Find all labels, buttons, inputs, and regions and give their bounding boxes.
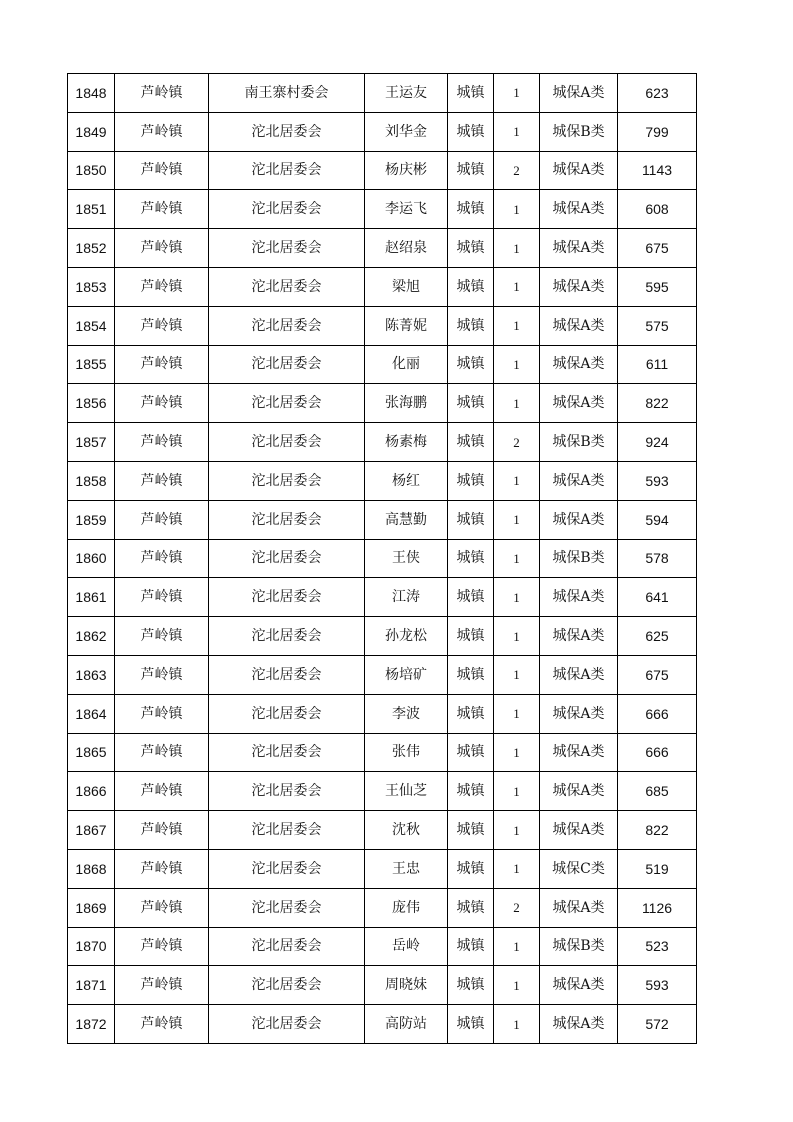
cell-area-type: 城镇	[448, 539, 494, 578]
cell-person-name: 张伟	[365, 733, 448, 772]
cell-insurance-category: 城保A类	[540, 694, 618, 733]
cell-town: 芦岭镇	[115, 966, 209, 1005]
cell-insurance-category: 城保A类	[540, 345, 618, 384]
cell-person-name: 高慧勤	[365, 500, 448, 539]
cell-area-type: 城镇	[448, 345, 494, 384]
cell-amount: 575	[618, 306, 697, 345]
cell-area-type: 城镇	[448, 229, 494, 268]
cell-area-type: 城镇	[448, 112, 494, 151]
cell-amount: 594	[618, 500, 697, 539]
cell-household-count: 2	[494, 151, 540, 190]
cell-serial-number: 1854	[68, 306, 115, 345]
cell-insurance-category: 城保B类	[540, 112, 618, 151]
cell-person-name: 赵绍泉	[365, 229, 448, 268]
table-row	[68, 267, 697, 306]
cell-insurance-category: 城保A类	[540, 229, 618, 268]
cell-area-type: 城镇	[448, 423, 494, 462]
cell-person-name: 杨红	[365, 461, 448, 500]
cell-serial-number: 1850	[68, 151, 115, 190]
table-row	[68, 74, 697, 113]
cell-serial-number: 1867	[68, 811, 115, 850]
cell-area-type: 城镇	[448, 733, 494, 772]
cell-insurance-category: 城保A类	[540, 811, 618, 850]
cell-amount: 675	[618, 655, 697, 694]
cell-amount: 593	[618, 461, 697, 500]
table-row	[68, 345, 697, 384]
cell-person-name: 李波	[365, 694, 448, 733]
table-row	[68, 927, 697, 966]
cell-amount: 1126	[618, 888, 697, 927]
cell-committee: 沱北居委会	[209, 267, 365, 306]
cell-person-name: 李运飞	[365, 190, 448, 229]
cell-serial-number: 1872	[68, 1005, 115, 1044]
cell-town: 芦岭镇	[115, 655, 209, 694]
cell-person-name: 陈菁妮	[365, 306, 448, 345]
cell-area-type: 城镇	[448, 811, 494, 850]
cell-insurance-category: 城保A类	[540, 384, 618, 423]
table-row	[68, 539, 697, 578]
cell-amount: 1143	[618, 151, 697, 190]
cell-household-count: 1	[494, 772, 540, 811]
cell-town: 芦岭镇	[115, 112, 209, 151]
cell-committee: 沱北居委会	[209, 1005, 365, 1044]
cell-serial-number: 1863	[68, 655, 115, 694]
cell-household-count: 1	[494, 461, 540, 500]
cell-committee: 沱北居委会	[209, 966, 365, 1005]
table-row	[68, 112, 697, 151]
cell-person-name: 张海鹏	[365, 384, 448, 423]
table-row	[68, 811, 697, 850]
cell-area-type: 城镇	[448, 500, 494, 539]
cell-amount: 625	[618, 617, 697, 656]
cell-serial-number: 1865	[68, 733, 115, 772]
cell-insurance-category: 城保C类	[540, 849, 618, 888]
cell-town: 芦岭镇	[115, 151, 209, 190]
table-row	[68, 306, 697, 345]
cell-town: 芦岭镇	[115, 306, 209, 345]
cell-area-type: 城镇	[448, 74, 494, 113]
cell-amount: 822	[618, 811, 697, 850]
cell-insurance-category: 城保A类	[540, 74, 618, 113]
cell-insurance-category: 城保A类	[540, 151, 618, 190]
cell-household-count: 1	[494, 811, 540, 850]
table-row	[68, 1005, 697, 1044]
cell-amount: 924	[618, 423, 697, 462]
cell-person-name: 王仙芝	[365, 772, 448, 811]
cell-serial-number: 1862	[68, 617, 115, 656]
cell-amount: 799	[618, 112, 697, 151]
cell-area-type: 城镇	[448, 927, 494, 966]
cell-serial-number: 1852	[68, 229, 115, 268]
cell-household-count: 1	[494, 694, 540, 733]
cell-person-name: 刘华金	[365, 112, 448, 151]
cell-person-name: 江涛	[365, 578, 448, 617]
cell-town: 芦岭镇	[115, 423, 209, 462]
cell-area-type: 城镇	[448, 151, 494, 190]
cell-household-count: 1	[494, 74, 540, 113]
cell-committee: 沱北居委会	[209, 617, 365, 656]
cell-insurance-category: 城保A类	[540, 306, 618, 345]
cell-household-count: 1	[494, 966, 540, 1005]
cell-area-type: 城镇	[448, 384, 494, 423]
cell-serial-number: 1858	[68, 461, 115, 500]
cell-town: 芦岭镇	[115, 267, 209, 306]
cell-committee: 沱北居委会	[209, 384, 365, 423]
cell-household-count: 1	[494, 112, 540, 151]
cell-household-count: 1	[494, 190, 540, 229]
cell-household-count: 1	[494, 655, 540, 694]
cell-committee: 沱北居委会	[209, 112, 365, 151]
cell-person-name: 沈秋	[365, 811, 448, 850]
cell-household-count: 1	[494, 229, 540, 268]
cell-committee: 沱北居委会	[209, 423, 365, 462]
cell-committee: 沱北居委会	[209, 151, 365, 190]
cell-person-name: 杨培矿	[365, 655, 448, 694]
cell-town: 芦岭镇	[115, 384, 209, 423]
beneficiary-table	[67, 73, 697, 1044]
cell-area-type: 城镇	[448, 578, 494, 617]
cell-amount: 666	[618, 694, 697, 733]
cell-amount: 675	[618, 229, 697, 268]
cell-amount: 593	[618, 966, 697, 1005]
cell-amount: 608	[618, 190, 697, 229]
cell-town: 芦岭镇	[115, 888, 209, 927]
cell-town: 芦岭镇	[115, 539, 209, 578]
cell-serial-number: 1849	[68, 112, 115, 151]
table-row	[68, 384, 697, 423]
cell-person-name: 梁旭	[365, 267, 448, 306]
cell-area-type: 城镇	[448, 694, 494, 733]
cell-committee: 南王寨村委会	[209, 74, 365, 113]
cell-area-type: 城镇	[448, 190, 494, 229]
cell-person-name: 周晓妹	[365, 966, 448, 1005]
cell-area-type: 城镇	[448, 772, 494, 811]
cell-area-type: 城镇	[448, 849, 494, 888]
cell-town: 芦岭镇	[115, 461, 209, 500]
cell-household-count: 2	[494, 423, 540, 462]
cell-committee: 沱北居委会	[209, 733, 365, 772]
cell-area-type: 城镇	[448, 306, 494, 345]
cell-person-name: 杨素梅	[365, 423, 448, 462]
table-row	[68, 733, 697, 772]
cell-person-name: 王侠	[365, 539, 448, 578]
cell-committee: 沱北居委会	[209, 500, 365, 539]
cell-insurance-category: 城保A类	[540, 190, 618, 229]
cell-amount: 578	[618, 539, 697, 578]
cell-insurance-category: 城保A类	[540, 267, 618, 306]
cell-serial-number: 1855	[68, 345, 115, 384]
cell-town: 芦岭镇	[115, 74, 209, 113]
cell-serial-number: 1859	[68, 500, 115, 539]
cell-area-type: 城镇	[448, 655, 494, 694]
table-row	[68, 423, 697, 462]
cell-insurance-category: 城保A类	[540, 617, 618, 656]
table-row	[68, 694, 697, 733]
cell-amount: 595	[618, 267, 697, 306]
cell-town: 芦岭镇	[115, 190, 209, 229]
cell-area-type: 城镇	[448, 461, 494, 500]
cell-insurance-category: 城保A类	[540, 461, 618, 500]
cell-person-name: 庞伟	[365, 888, 448, 927]
cell-insurance-category: 城保B类	[540, 423, 618, 462]
table-row	[68, 849, 697, 888]
cell-committee: 沱北居委会	[209, 811, 365, 850]
cell-insurance-category: 城保A类	[540, 772, 618, 811]
table-row	[68, 461, 697, 500]
cell-household-count: 1	[494, 617, 540, 656]
cell-town: 芦岭镇	[115, 617, 209, 656]
cell-serial-number: 1860	[68, 539, 115, 578]
cell-household-count: 1	[494, 578, 540, 617]
cell-serial-number: 1857	[68, 423, 115, 462]
table-body	[68, 74, 697, 1044]
cell-committee: 沱北居委会	[209, 306, 365, 345]
cell-household-count: 1	[494, 1005, 540, 1044]
cell-person-name: 高防站	[365, 1005, 448, 1044]
cell-household-count: 1	[494, 927, 540, 966]
cell-insurance-category: 城保A类	[540, 966, 618, 1005]
cell-amount: 519	[618, 849, 697, 888]
cell-household-count: 1	[494, 733, 540, 772]
cell-insurance-category: 城保A类	[540, 733, 618, 772]
cell-town: 芦岭镇	[115, 811, 209, 850]
table-row	[68, 500, 697, 539]
cell-area-type: 城镇	[448, 617, 494, 656]
cell-town: 芦岭镇	[115, 733, 209, 772]
cell-person-name: 王忠	[365, 849, 448, 888]
cell-committee: 沱北居委会	[209, 539, 365, 578]
cell-amount: 623	[618, 74, 697, 113]
cell-town: 芦岭镇	[115, 229, 209, 268]
cell-town: 芦岭镇	[115, 1005, 209, 1044]
cell-person-name: 岳岭	[365, 927, 448, 966]
table-row	[68, 190, 697, 229]
cell-insurance-category: 城保A类	[540, 655, 618, 694]
cell-area-type: 城镇	[448, 267, 494, 306]
cell-committee: 沱北居委会	[209, 849, 365, 888]
cell-town: 芦岭镇	[115, 927, 209, 966]
cell-town: 芦岭镇	[115, 578, 209, 617]
table-row	[68, 151, 697, 190]
cell-household-count: 1	[494, 345, 540, 384]
cell-committee: 沱北居委会	[209, 229, 365, 268]
cell-committee: 沱北居委会	[209, 888, 365, 927]
cell-insurance-category: 城保B类	[540, 539, 618, 578]
cell-amount: 611	[618, 345, 697, 384]
cell-serial-number: 1853	[68, 267, 115, 306]
cell-town: 芦岭镇	[115, 345, 209, 384]
cell-amount: 685	[618, 772, 697, 811]
cell-committee: 沱北居委会	[209, 772, 365, 811]
cell-insurance-category: 城保A类	[540, 578, 618, 617]
cell-household-count: 1	[494, 539, 540, 578]
cell-household-count: 1	[494, 849, 540, 888]
cell-area-type: 城镇	[448, 966, 494, 1005]
cell-household-count: 2	[494, 888, 540, 927]
cell-household-count: 1	[494, 384, 540, 423]
cell-town: 芦岭镇	[115, 694, 209, 733]
cell-amount: 822	[618, 384, 697, 423]
cell-serial-number: 1868	[68, 849, 115, 888]
cell-insurance-category: 城保A类	[540, 500, 618, 539]
cell-household-count: 1	[494, 306, 540, 345]
cell-town: 芦岭镇	[115, 500, 209, 539]
cell-amount: 641	[618, 578, 697, 617]
cell-area-type: 城镇	[448, 1005, 494, 1044]
cell-committee: 沱北居委会	[209, 927, 365, 966]
cell-committee: 沱北居委会	[209, 190, 365, 229]
table-row	[68, 617, 697, 656]
table-row	[68, 772, 697, 811]
cell-amount: 666	[618, 733, 697, 772]
cell-person-name: 王运友	[365, 74, 448, 113]
cell-serial-number: 1864	[68, 694, 115, 733]
cell-serial-number: 1851	[68, 190, 115, 229]
cell-insurance-category: 城保A类	[540, 888, 618, 927]
cell-household-count: 1	[494, 267, 540, 306]
cell-committee: 沱北居委会	[209, 461, 365, 500]
table-row	[68, 229, 697, 268]
table-row	[68, 655, 697, 694]
cell-amount: 572	[618, 1005, 697, 1044]
cell-committee: 沱北居委会	[209, 578, 365, 617]
cell-amount: 523	[618, 927, 697, 966]
cell-serial-number: 1869	[68, 888, 115, 927]
cell-insurance-category: 城保A类	[540, 1005, 618, 1044]
cell-person-name: 化丽	[365, 345, 448, 384]
cell-serial-number: 1871	[68, 966, 115, 1005]
cell-household-count: 1	[494, 500, 540, 539]
cell-serial-number: 1866	[68, 772, 115, 811]
table-row	[68, 888, 697, 927]
cell-serial-number: 1848	[68, 74, 115, 113]
cell-serial-number: 1856	[68, 384, 115, 423]
table-row	[68, 966, 697, 1005]
cell-serial-number: 1870	[68, 927, 115, 966]
cell-committee: 沱北居委会	[209, 655, 365, 694]
cell-insurance-category: 城保B类	[540, 927, 618, 966]
cell-person-name: 杨庆彬	[365, 151, 448, 190]
cell-serial-number: 1861	[68, 578, 115, 617]
cell-area-type: 城镇	[448, 888, 494, 927]
cell-committee: 沱北居委会	[209, 694, 365, 733]
table-row	[68, 578, 697, 617]
cell-person-name: 孙龙松	[365, 617, 448, 656]
cell-committee: 沱北居委会	[209, 345, 365, 384]
cell-town: 芦岭镇	[115, 772, 209, 811]
cell-town: 芦岭镇	[115, 849, 209, 888]
